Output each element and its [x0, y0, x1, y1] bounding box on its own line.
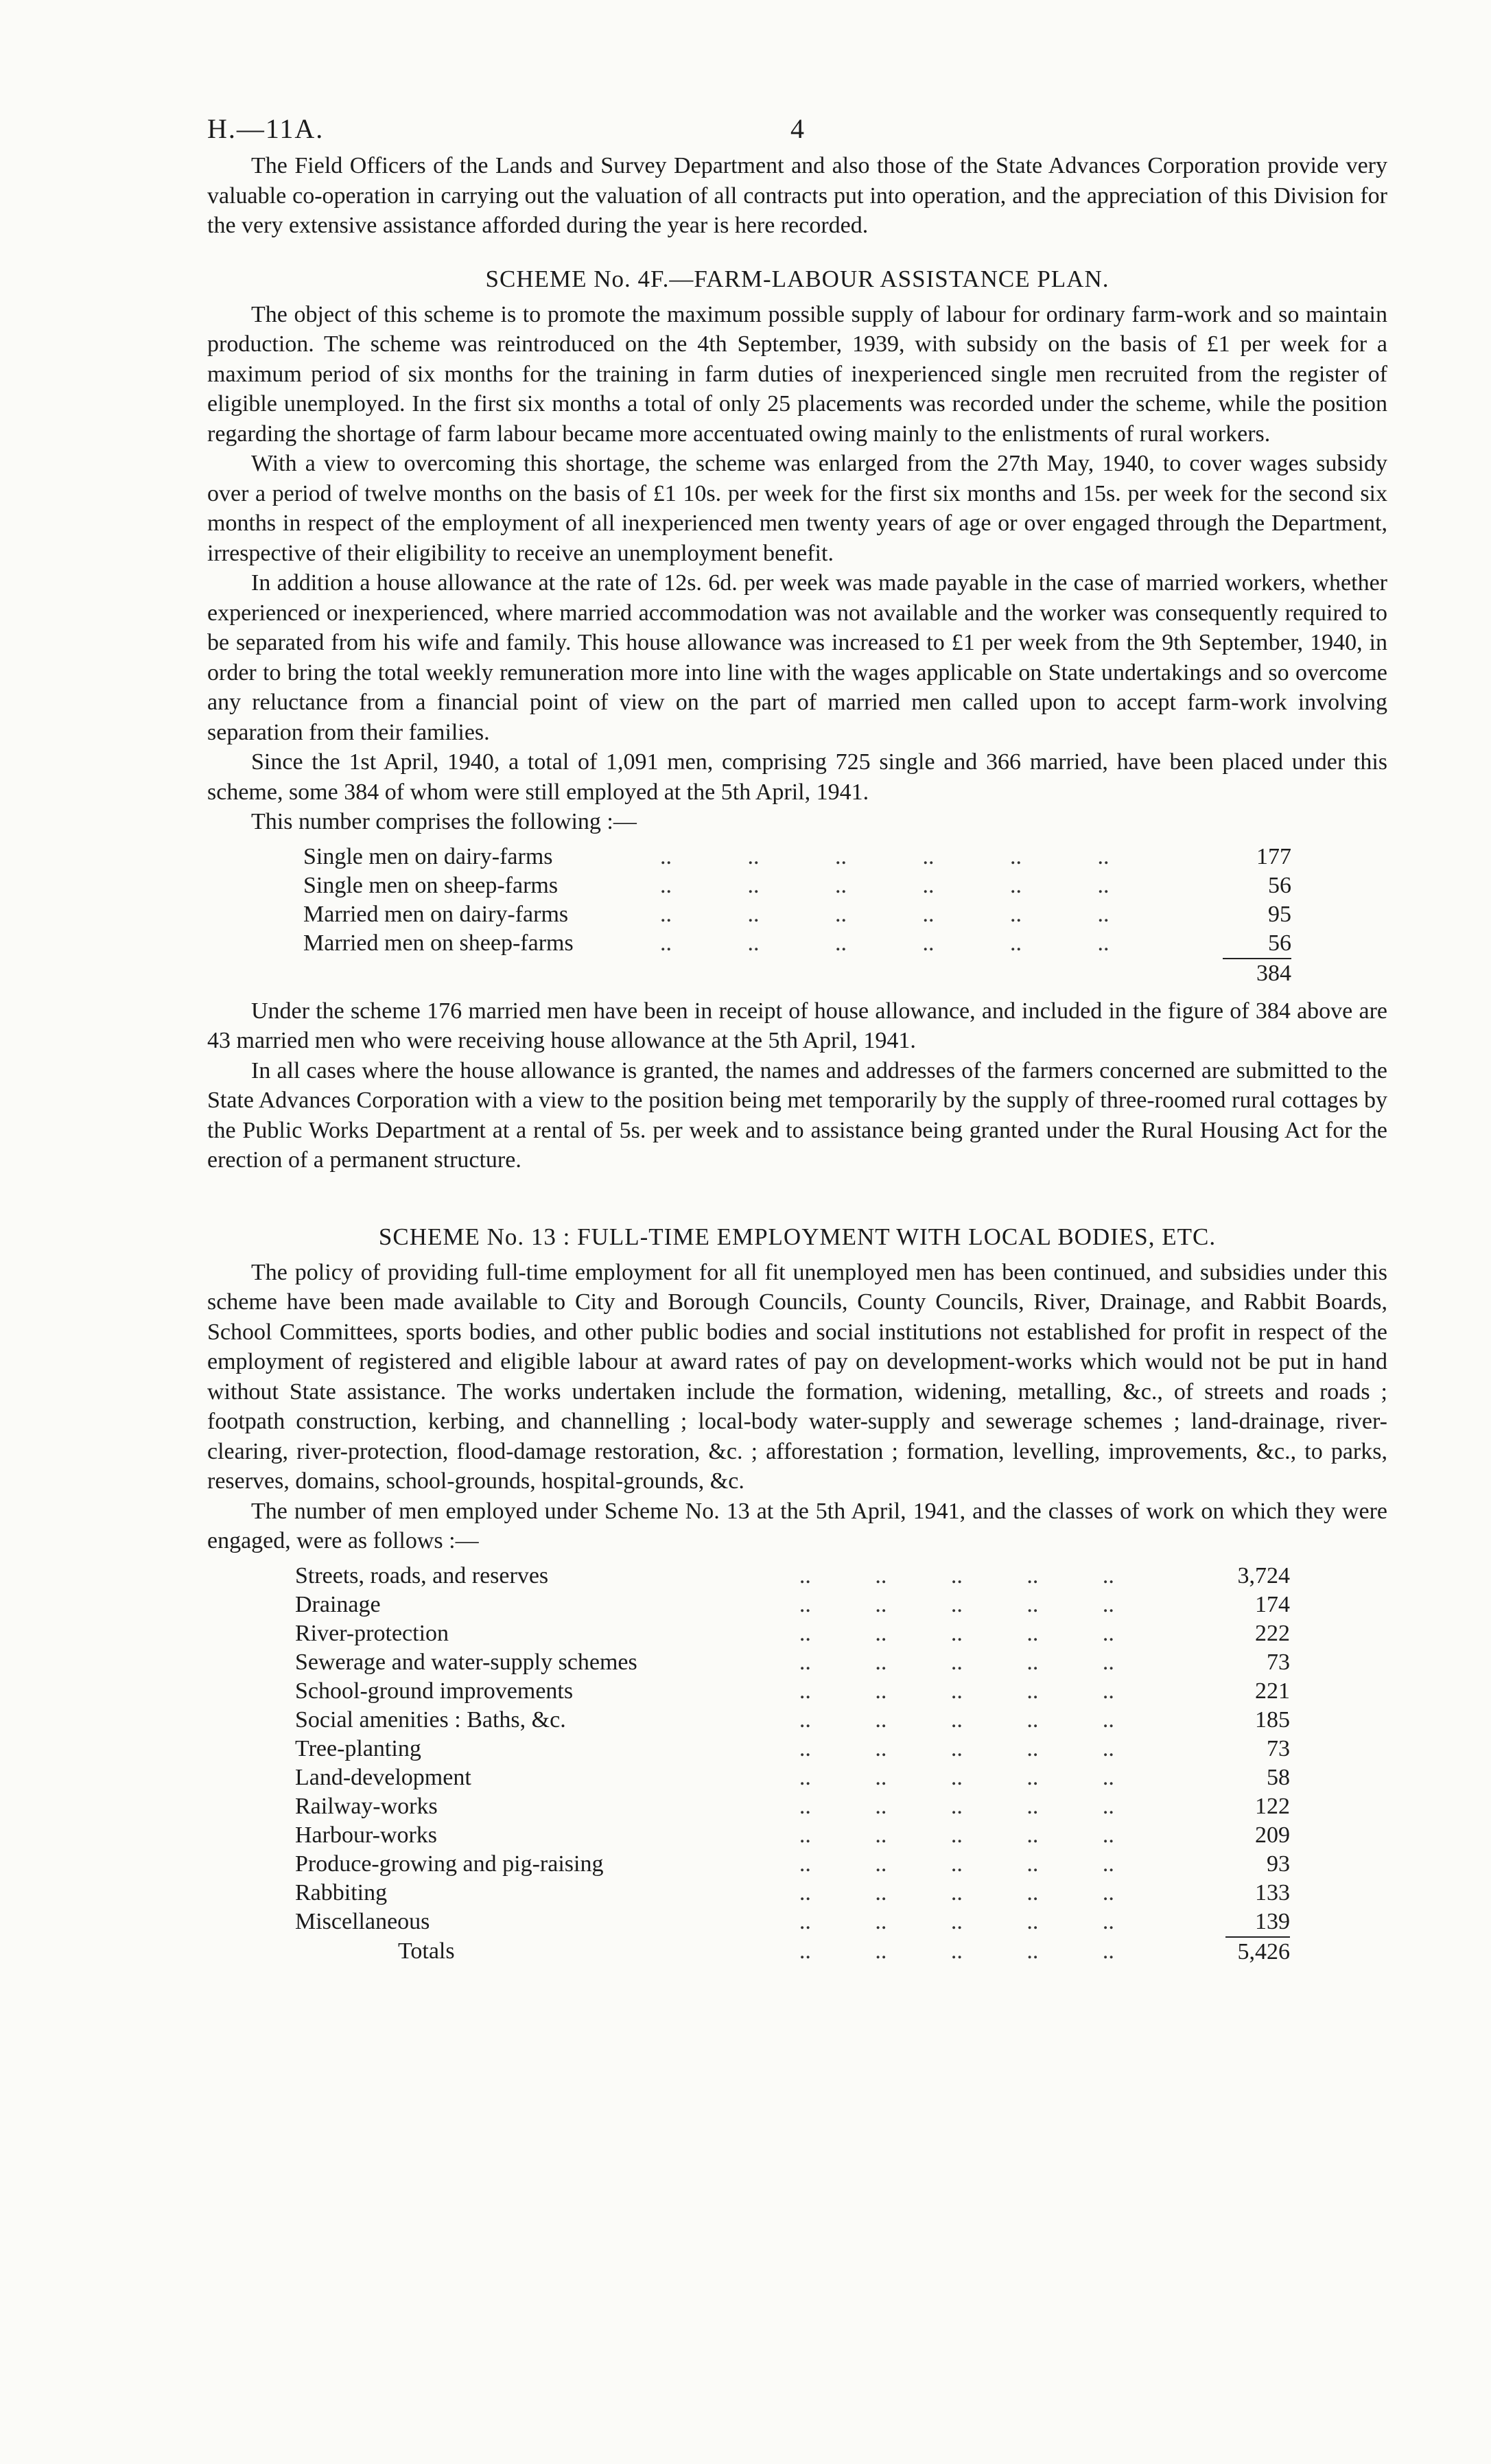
- leader-dots: .. .. .. .. ..: [799, 1678, 1114, 1704]
- scheme-4f-paragraph: With a view to overcoming this shortage, the scheme was enlarged from the 27th May, 1940, to cover wages subsidy over a period of twelve months on the basis of £1 10s. per week for the first six months and 15s. per week for the second six months in respect of the employment of all inexperienced men twenty years of age or over engaged through the Department, irrespective of their eligibility to receive an unemployment benefit.: [207, 451, 1387, 566]
- total-row: [303, 959, 1291, 988]
- table-row: [303, 871, 1291, 900]
- leader-dots: .. .. .. .. ..: [799, 1851, 1114, 1877]
- leader-dots: .. .. .. .. ..: [799, 1822, 1114, 1848]
- page-header: [207, 103, 1387, 151]
- leader-dots: .. .. .. .. ..: [799, 1649, 1114, 1675]
- row-label: River-protection: [295, 1620, 449, 1646]
- scheme-13-paragraph: The number of men employed under Scheme No. 13 at the 5th April, 1941, and the classes of work on which they were engaged, were as follows :—: [207, 1498, 1387, 1553]
- leader-dots: .. .. .. .. ..: [799, 1909, 1114, 1934]
- row-label: School-ground improvements: [295, 1678, 574, 1704]
- work-classes-body: [295, 1562, 1290, 1967]
- leader-dots: .. .. .. .. ..: [799, 1879, 1114, 1905]
- row-value: 56: [1268, 930, 1291, 956]
- table-row: [295, 1850, 1290, 1879]
- table-row: [295, 1591, 1290, 1619]
- row-label: Harbour-works: [295, 1822, 438, 1848]
- leader-dots: .. .. .. .. .. ..: [660, 843, 1110, 869]
- totals-value: 5,426: [1225, 1937, 1290, 1967]
- work-classes-table: [295, 1562, 1290, 1967]
- row-value: 139: [1255, 1908, 1290, 1934]
- row-value: 93: [1267, 1851, 1290, 1877]
- scheme-13-paragraph: The policy of providing full-time employment for all fit unemployed men has been continued, and subsidies under this scheme have been made available to City and Borough Councils, County Councils, River, Drainage, and Rabbit Boards, School Committees, sports bodies, and other public bodies and social institutions not established for profit in respect of the employment of registered and eligible labour at award rates of pay on development-works which would not be put in hand without State assistance. The works undertaken include the formation, widening, metalling, &c., of streets and roads ; footpath construction, kerbing, and channelling ; local-body water-supply and sewerage schemes ; land-drainage, river-clearing, river-protection, flood-damage restoration, &c. ; afforestation ; formation, levelling, improvements, &c., to parks, reserves, domains, school-grounds, hospital-grounds, &c.: [207, 1259, 1387, 1494]
- row-value: 222: [1255, 1620, 1290, 1646]
- row-value: 95: [1268, 901, 1291, 927]
- row-label: Social amenities : Baths, &c.: [295, 1706, 566, 1733]
- row-value: 133: [1255, 1879, 1290, 1905]
- table-row: [295, 1677, 1290, 1706]
- document-reference: H.—11A.: [207, 113, 325, 144]
- row-value: 221: [1255, 1678, 1290, 1704]
- leader-dots: .. .. .. .. .. ..: [660, 930, 1110, 956]
- total-value: 384: [1223, 959, 1291, 988]
- row-label: Married men on dairy-farms: [303, 901, 569, 927]
- table-row: [295, 1792, 1290, 1821]
- leader-dots: .. .. .. .. ..: [799, 1793, 1114, 1819]
- page-number: 4: [790, 113, 804, 144]
- scheme-4f-paragraph: In all cases where the house allowance is granted, the names and addresses of the farmers concerned are submitted to the State Advances Corporation with a view to the position being met temporarily by the supply of three-roomed rural cottages by the Public Works Department at a rental of 5s. per week and to assistance being granted under the Rural Housing Act for the erection of a permanent structure.: [207, 1057, 1387, 1173]
- row-label: Sewerage and water-supply schemes: [295, 1649, 637, 1675]
- scheme-4f-paragraph: Under the scheme 176 married men have been in receipt of house allowance, and included in the figure of 384 above are 43 married men who were receiving house allowance at the 5th April, 1941.: [207, 998, 1387, 1053]
- table-row: [295, 1763, 1290, 1792]
- table-row: [295, 1735, 1290, 1763]
- totals-row: [295, 1937, 1290, 1967]
- table-row: [303, 900, 1291, 929]
- row-label: Married men on sheep-farms: [303, 930, 574, 956]
- row-value: 73: [1267, 1735, 1290, 1761]
- leader-dots: .. .. .. .. ..: [799, 1620, 1114, 1646]
- row-label: Single men on dairy-farms: [303, 843, 553, 869]
- row-label: Streets, roads, and reserves: [295, 1562, 549, 1588]
- scheme-4f-paragraph: In addition a house allowance at the rate of 12s. 6d. per week was made payable in the case of married workers, whether experienced or inexperienced, where married accommodation was not available and the worker was consequently required to be separated from his wife and family. This house allowance was increased to £1 per week from the 9th September, 1940, in order to bring the total weekly remuneration more into line with the wages applicable on State undertakings and so overcome any reluctance from a financial point of view on the part of married men called upon to accept farm-work involving separation from their families.: [207, 570, 1387, 745]
- table-row: [295, 1706, 1290, 1735]
- table-row: [303, 929, 1291, 959]
- scheme-4f-heading: SCHEME No. 4F.—FARM-LABOUR ASSISTANCE PLAN.: [485, 265, 1110, 292]
- row-label: Miscellaneous: [295, 1909, 430, 1934]
- table-row: [295, 1821, 1290, 1850]
- leader-dots: .. .. .. .. ..: [799, 1764, 1114, 1790]
- scheme-4f-paragraph: The object of this scheme is to promote the maximum possible supply of labour for ordinary farm-work and so maintain production. The scheme was reintroduced on the 4th September, 1939, with subsidy on the basis of £1 per week for a maximum period of six months for the training in farm duties of inexperienced single men recruited from the register of eligible unemployed. In the first six months a total of only 25 placements was recorded under the scheme, while the position regarding the shortage of farm labour became more accentuated owing mainly to the enlistments of rural workers.: [207, 301, 1387, 447]
- table-row: [295, 1648, 1290, 1677]
- leader-dots: .. .. .. .. ..: [799, 1706, 1114, 1733]
- row-value: 3,724: [1237, 1562, 1290, 1588]
- farm-placements-table: [303, 843, 1291, 988]
- row-label: Railway-works: [295, 1793, 438, 1819]
- leader-dots: .. .. .. .. ..: [799, 1591, 1114, 1617]
- row-value: 73: [1267, 1649, 1290, 1675]
- row-value: 58: [1267, 1764, 1290, 1790]
- row-label: Land-development: [295, 1764, 471, 1790]
- table-row: [295, 1562, 1290, 1591]
- row-label: Rabbiting: [295, 1879, 388, 1905]
- scheme-13-heading: SCHEME No. 13 : FULL-TIME EMPLOYMENT WITH LOCAL BODIES, ETC.: [378, 1223, 1217, 1250]
- page: [207, 103, 1387, 1967]
- leader-dots: .. .. .. .. ..: [799, 1735, 1114, 1761]
- table-row: [295, 1908, 1290, 1937]
- row-value: 209: [1255, 1822, 1290, 1848]
- table-row: [295, 1619, 1290, 1648]
- leader-dots: .. .. .. .. ..: [799, 1562, 1114, 1588]
- row-label: Produce-growing and pig-raising: [295, 1851, 604, 1877]
- scheme-4f-list-intro: This number comprises the following :—: [251, 809, 637, 834]
- row-label: Tree-planting: [295, 1735, 421, 1761]
- leader-dots: .. .. .. .. ..: [799, 1938, 1114, 1964]
- totals-label: Totals: [398, 1938, 455, 1964]
- leader-dots: .. .. .. .. .. ..: [660, 872, 1110, 898]
- leader-dots: .. .. .. .. .. ..: [660, 901, 1110, 927]
- table-row: [295, 1879, 1290, 1908]
- row-value: 177: [1256, 843, 1291, 869]
- row-value: 122: [1255, 1793, 1290, 1819]
- table-row: [303, 843, 1291, 871]
- row-label: Drainage: [295, 1591, 381, 1617]
- row-value: 174: [1255, 1591, 1290, 1617]
- row-value: 56: [1268, 872, 1291, 898]
- scheme-4f-paragraph: Since the 1st April, 1940, a total of 1,091 men, comprising 725 single and 366 married, have been placed under this scheme, some 384 of whom were still employed at the 5th April, 1941.: [207, 749, 1387, 805]
- intro-paragraph: The Field Officers of the Lands and Survey Department and also those of the State Advances Corporation provide very valuable co-operation in carrying out the valuation of all contracts put into operation, and the appreciation of this Division for the very extensive assistance afforded during the year is here recorded.: [207, 153, 1387, 238]
- row-label: Single men on sheep-farms: [303, 872, 559, 898]
- row-value: 185: [1255, 1706, 1290, 1733]
